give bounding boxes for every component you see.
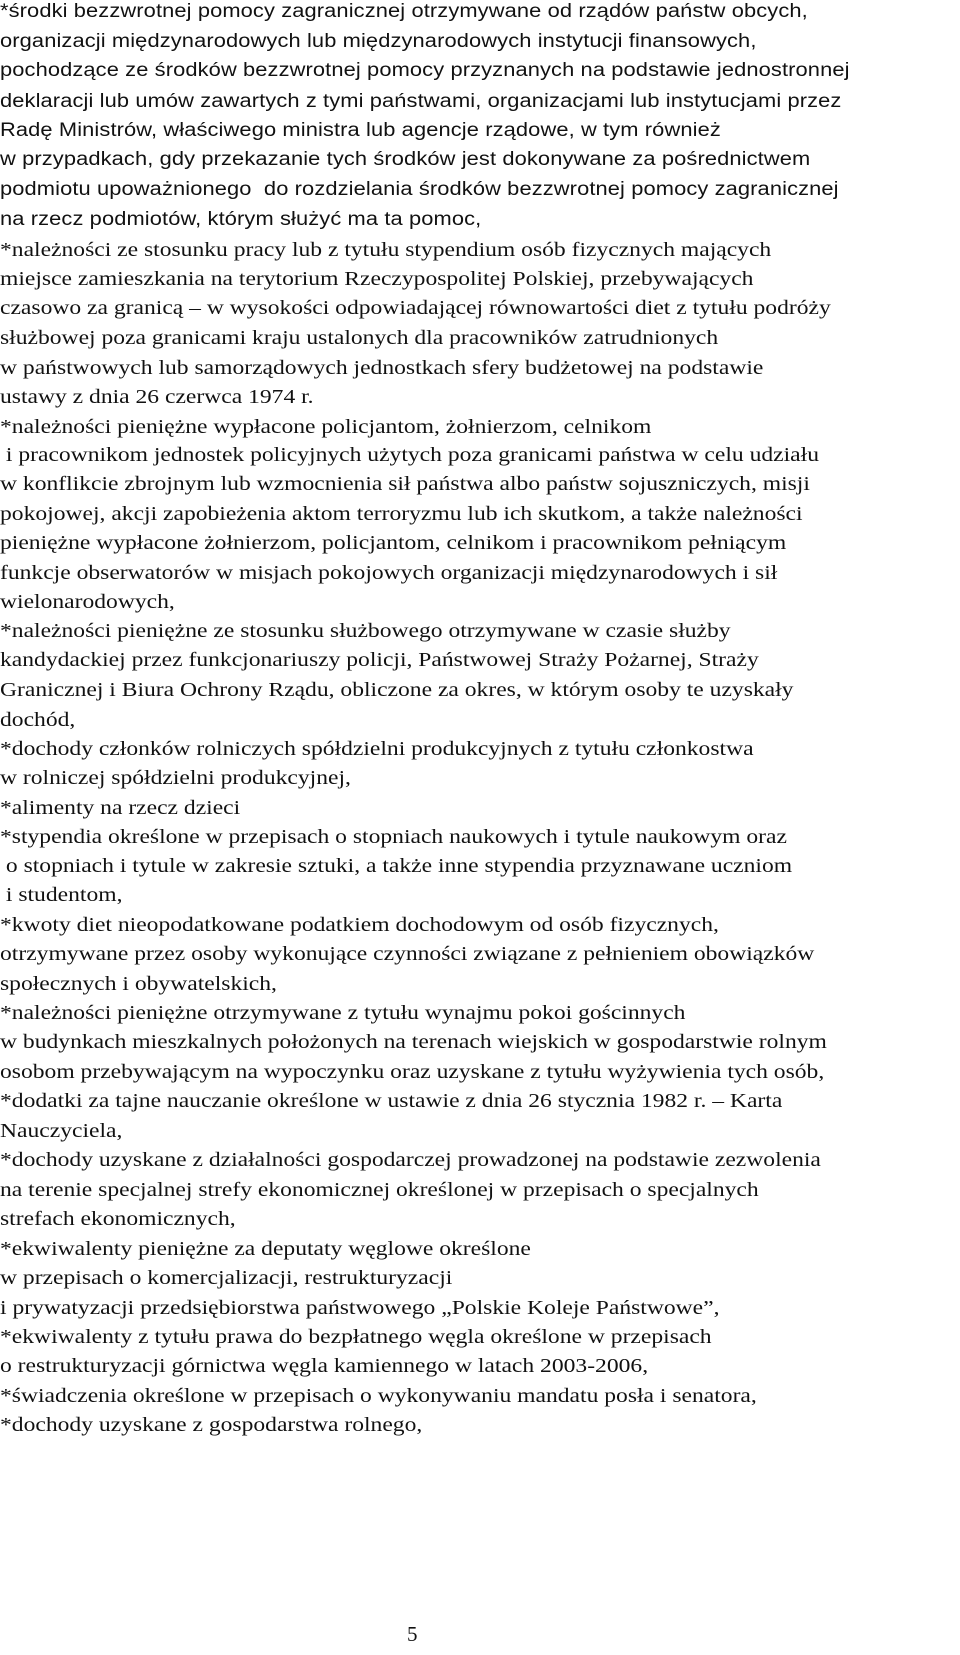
text-line: otrzymywane przez osoby wykonujące czynności związane z pełnieniem obowiązków	[0, 943, 815, 965]
text-line: deklaracji lub umów zawartych z tymi państwami, organizacjami lub instytucjami przez	[0, 91, 842, 112]
text-line: pochodzące ze środków bezzwrotnej pomocy przyznanych na podstawie jednostronnej	[0, 60, 850, 81]
text-line: na terenie specjalnej strefy ekonomicznej określonej w przepisach o specjalnych	[0, 1179, 759, 1201]
text-line: osobom przebywającym na wypoczynku oraz uzyskane z tytułu wyżywienia tych osób,	[0, 1061, 825, 1083]
text-line: czasowo za granicą – w wysokości odpowiadającej równowartości diet z tytułu podróży	[0, 297, 831, 319]
text-line: *należności pieniężne wypłacone policjantom, żołnierzom, celnikom	[0, 416, 652, 438]
text-line: i studentom,	[0, 884, 123, 906]
text-line: dochód,	[0, 709, 76, 731]
text-line: *należności pieniężne otrzymywane z tytułu wynajmu pokoi gościnnych	[0, 1002, 686, 1024]
text-line: na rzecz podmiotów, którym służyć ma ta pomoc,	[0, 209, 482, 230]
text-line: w rolniczej spółdzielni produkcyjnej,	[0, 767, 351, 789]
text-line: w państwowych lub samorządowych jednostkach sfery budżetowej na podstawie	[0, 357, 764, 379]
text-line: w przepisach o komercjalizacji, restrukturyzacji	[0, 1267, 453, 1289]
text-line: służbowej poza granicami kraju ustalonych dla pracowników zatrudnionych	[0, 327, 719, 349]
text-line: w konflikcie zbrojnym lub wzmocnienia sił państwa albo państw sojuszniczych, misji	[0, 473, 810, 495]
text-line: Granicznej i Biura Ochrony Rządu, obliczone za okres, w którym osoby te uzyskały	[0, 679, 794, 701]
text-line: *należności pieniężne ze stosunku służbowego otrzymywane w czasie służby	[0, 620, 731, 642]
text-line: *ekwiwalenty z tytułu prawa do bezpłatnego węgla określone w przepisach	[0, 1326, 712, 1348]
text-line: o restrukturyzacji górnictwa węgla kamiennego w latach 2003-2006,	[0, 1355, 649, 1377]
text-line: *ekwiwalenty pieniężne za deputaty węglowe określone	[0, 1238, 531, 1260]
text-line: *dochody uzyskane z gospodarstwa rolnego,	[0, 1414, 423, 1436]
text-line: pieniężne wypłacone żołnierzom, policjantom, celnikom i pracownikom pełniącym	[0, 532, 787, 554]
text-line: wielonarodowych,	[0, 591, 175, 613]
text-line: Nauczyciela,	[0, 1120, 123, 1142]
text-line: *kwoty diet nieopodatkowane podatkiem dochodowym od osób fizycznych,	[0, 914, 719, 936]
text-line: *środki bezzwrotnej pomocy zagranicznej otrzymywane od rządów państw obcych,	[0, 1, 808, 22]
text-line: społecznych i obywatelskich,	[0, 973, 277, 995]
text-line: funkcje obserwatorów w misjach pokojowych organizacji międzynarodowych i sił	[0, 562, 778, 584]
text-line: w budynkach mieszkalnych położonych na terenach wiejskich w gospodarstwie rolnym	[0, 1031, 827, 1053]
text-line: *należności ze stosunku pracy lub z tytułu stypendium osób fizycznych mających	[0, 239, 772, 261]
text-line: *dochody uzyskane z działalności gospodarczej prowadzonej na podstawie zezwolenia	[0, 1149, 821, 1171]
text-line: *dochody członków rolniczych spółdzielni produkcyjnych z tytułu członkostwa	[0, 738, 754, 760]
text-line: *alimenty na rzecz dzieci	[0, 797, 241, 819]
text-line: miejsce zamieszkania na terytorium Rzeczypospolitej Polskiej, przebywających	[0, 268, 754, 290]
text-line: ustawy z dnia 26 czerwca 1974 r.	[0, 386, 314, 408]
text-line: pokojowej, akcji zapobieżenia aktom terroryzmu lub ich skutkom, a także należności	[0, 503, 803, 525]
text-line: *świadczenia określone w przepisach o wykonywaniu mandatu posła i senatora,	[0, 1385, 757, 1407]
text-line: *stypendia określone w przepisach o stopniach naukowych i tytule naukowym oraz	[0, 826, 787, 848]
text-line: Radę Ministrów, właściwego ministra lub agencje rządowe, w tym również	[0, 120, 721, 141]
text-line: i pracownikom jednostek policyjnych użytych poza granicami państwa w celu udziału	[0, 444, 819, 466]
text-line: w przypadkach, gdy przekazanie tych środków jest dokonywane za pośrednictwem	[0, 149, 811, 170]
text-line: organizacji międzynarodowych lub międzynarodowych instytucji finansowych,	[0, 31, 757, 52]
text-line: o stopniach i tytule w zakresie sztuki, a także inne stypendia przyznawane uczniom	[0, 855, 793, 877]
page-number: 5	[407, 1622, 418, 1646]
text-line: *dodatki za tajne nauczanie określone w ustawie z dnia 26 stycznia 1982 r. – Karta	[0, 1090, 783, 1112]
text-line: kandydackiej przez funkcjonariuszy policji, Państwowej Straży Pożarnej, Straży	[0, 649, 759, 671]
text-line: i prywatyzacji przedsiębiorstwa państwowego „Polskie Koleje Państwowe”,	[0, 1297, 720, 1319]
text-line: podmiotu upoważnionego do rozdzielania środków bezzwrotnej pomocy zagranicznej	[0, 179, 839, 200]
text-line: strefach ekonomicznych,	[0, 1208, 236, 1230]
